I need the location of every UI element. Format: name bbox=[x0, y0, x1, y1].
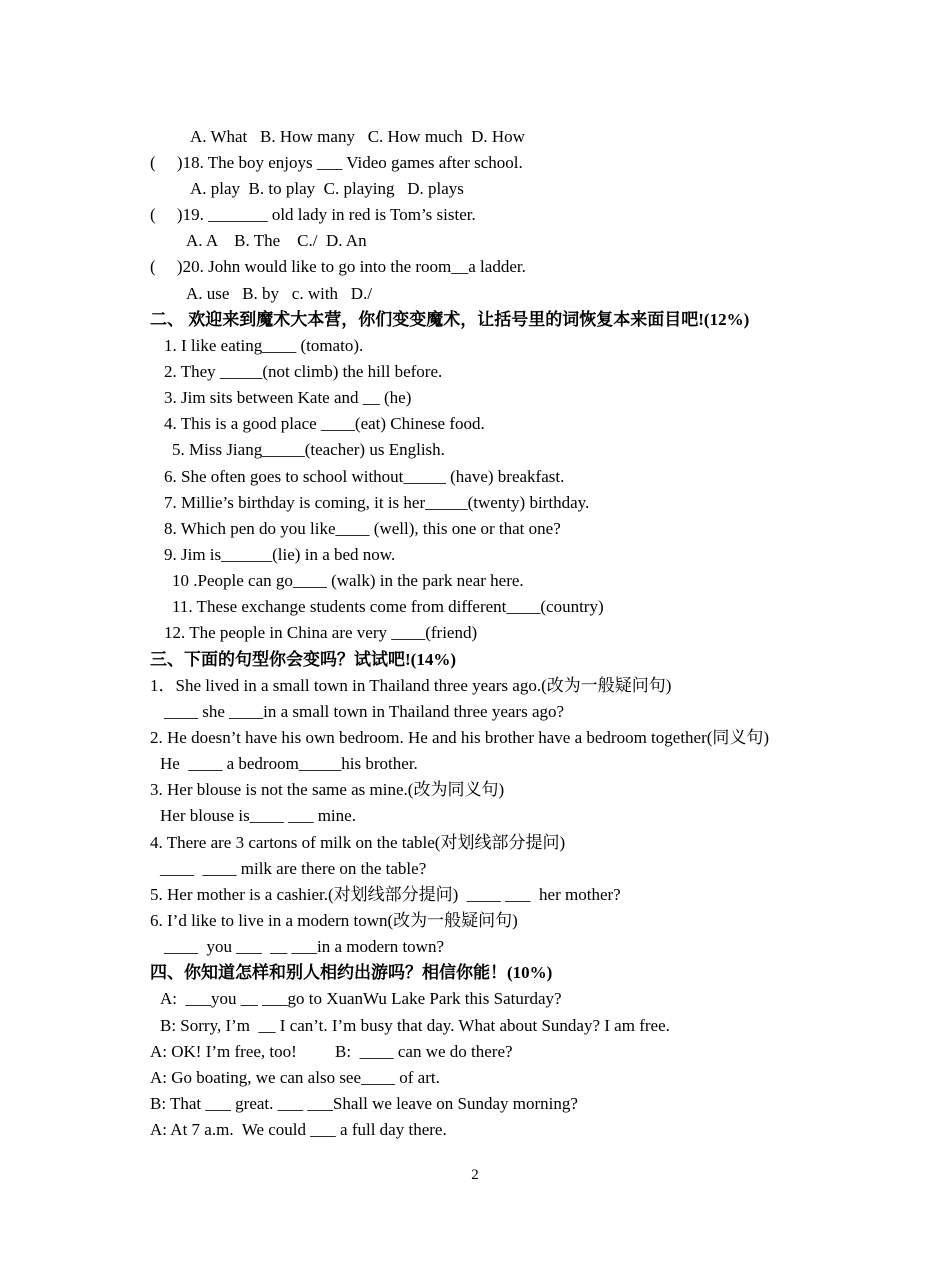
text-line: 6. I’d like to live in a modern town(改为一般疑问句) bbox=[150, 911, 518, 930]
text-line: ____ ____ milk are there on the table? bbox=[160, 859, 427, 878]
text-line: 1. I like eating____ (tomato). bbox=[164, 336, 364, 355]
text-line: 10 .People can go____ (walk) in the park near here. bbox=[172, 571, 524, 590]
text-line: A: ___you __ ___go to XuanWu Lake Park this Saturday? bbox=[160, 989, 562, 1008]
text-line: Her blouse is____ ___ mine. bbox=[160, 806, 356, 825]
text-line: 2. They _____(not climb) the hill before. bbox=[164, 362, 443, 381]
page-number: 2 bbox=[471, 1167, 479, 1183]
section-heading: 四、你知道怎样和别人相约出游吗？相信你能！(10%) bbox=[150, 963, 553, 982]
text-line: 5. Miss Jiang_____(teacher) us English. bbox=[172, 440, 445, 459]
text-line: 3. Jim sits between Kate and __ (he) bbox=[164, 388, 412, 407]
text-line: 5. Her mother is a cashier.(对划线部分提问) ____ ___ her mother? bbox=[150, 885, 621, 904]
text-line: ( )18. The boy enjoys ___ Video games after school. bbox=[150, 153, 523, 172]
text-line: 11. These exchange students come from different____(country) bbox=[172, 597, 604, 616]
text-line: 2. He doesn’t have his own bedroom. He and his brother have a bedroom together(同义句) bbox=[150, 728, 770, 747]
section-heading: 三、下面的句型你会变吗？试试吧!(14%) bbox=[150, 650, 456, 669]
text-line: A: At 7 a.m. We could ___ a full day there. bbox=[150, 1120, 447, 1139]
text-line: A: Go boating, we can also see____ of art. bbox=[150, 1068, 440, 1087]
text-line: A: OK! I’m free, too! B: ____ can we do there? bbox=[150, 1042, 513, 1061]
text-line: 9. Jim is______(lie) in a bed now. bbox=[164, 545, 396, 564]
text-line: 8. Which pen do you like____ (well), this one or that one? bbox=[164, 519, 561, 538]
text-line: A. use B. by c. with D./ bbox=[186, 284, 373, 303]
text-line: ( )20. John would like to go into the room__a ladder. bbox=[150, 257, 526, 276]
text-line: 4. There are 3 cartons of milk on the table(对划线部分提问) bbox=[150, 833, 566, 852]
text-line: A. What B. How many C. How much D. How bbox=[190, 127, 525, 146]
text-line: A. A B. The C./ D. An bbox=[186, 231, 367, 250]
section-heading: 二、 欢迎来到魔术大本营，你们变变魔术，让括号里的词恢复本来面目吧!(12%) bbox=[150, 310, 750, 329]
text-line: ( )19. _______ old lady in red is Tom’s sister. bbox=[150, 205, 476, 224]
text-line: He ____ a bedroom_____his brother. bbox=[160, 754, 418, 773]
text-line: 1．She lived in a small town in Thailand three years ago.(改为一般疑问句) bbox=[150, 676, 672, 695]
text-line: B: That ___ great. ___ ___Shall we leave on Sunday morning? bbox=[150, 1094, 578, 1113]
text-line: 12. The people in China are very ____(friend) bbox=[164, 623, 478, 642]
text-line: 3. Her blouse is not the same as mine.(改为同义句) bbox=[150, 780, 505, 799]
text-line: A. play B. to play C. playing D. plays bbox=[190, 179, 464, 198]
text-line: 4. This is a good place ____(eat) Chinese food. bbox=[164, 414, 485, 433]
text-line: B: Sorry, I’m __ I can’t. I’m busy that day. What about Sunday? I am free. bbox=[160, 1016, 670, 1035]
text-line: 6. She often goes to school without_____ (have) breakfast. bbox=[164, 467, 565, 486]
text-line: ____ she ____in a small town in Thailand three years ago? bbox=[164, 702, 565, 721]
text-line: ____ you ___ __ ___in a modern town? bbox=[164, 937, 444, 956]
text-line: 7. Millie’s birthday is coming, it is her_____(twenty) birthday. bbox=[164, 493, 590, 512]
